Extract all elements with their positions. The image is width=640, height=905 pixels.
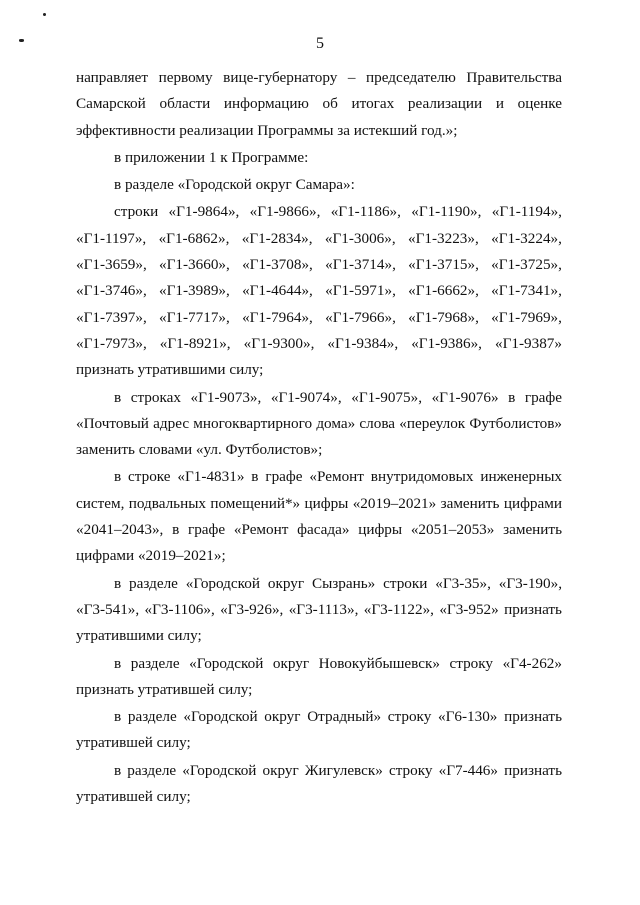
code-item: «Г1-3223», xyxy=(408,229,479,247)
document-body xyxy=(76,65,562,811)
code-item: «Г1-9387» xyxy=(494,334,562,352)
code-item: «Г1-7968», xyxy=(408,308,479,326)
code-item: «Г1-7341», xyxy=(491,282,562,300)
code-item: «Г1-9386», xyxy=(411,334,482,352)
code-item: «Г1-7973», xyxy=(76,334,147,352)
code-item: «Г1-3989», xyxy=(159,282,230,300)
code-item: «Г1-2834», xyxy=(241,229,313,247)
code-item: «Г1-3660», xyxy=(159,256,230,274)
code-item: «Г1-3708», xyxy=(242,256,313,274)
code-item: «Г1-7966», xyxy=(325,308,396,326)
code-item: «Г1-3659», xyxy=(76,256,147,274)
code-line xyxy=(76,199,562,225)
code-item: «Г1-7717», xyxy=(159,308,230,326)
code-item: «Г1-3715», xyxy=(408,256,479,274)
paragraph-section-zhigulevsk: в разделе «Городской округ Жигулевск» строку «Г7-446» признать утратившей силу; xyxy=(76,761,562,806)
paragraph-section-samara: в разделе «Городской округ Самара»: xyxy=(114,176,355,194)
paragraph-section-novokuibyshevsk: в разделе «Городской округ Новокуйбышевск» строку «Г4-262» признать утратившей силу; xyxy=(76,654,562,698)
code-line xyxy=(76,252,562,278)
code-item: «Г1-6862», xyxy=(158,229,230,247)
code-item: «Г1-7964», xyxy=(242,308,313,326)
code-line xyxy=(76,278,562,304)
code-item: «Г1-3224», xyxy=(491,229,562,247)
code-item: «Г1-3725», xyxy=(491,256,562,274)
code-item: «Г1-9300», xyxy=(243,334,315,352)
code-item: «Г1-8921», xyxy=(159,334,231,352)
code-list-block xyxy=(76,199,562,383)
code-item: «Г1-7397», xyxy=(76,308,147,326)
paragraph-address-change: в строках «Г1-9073», «Г1-9074», «Г1-9075», «Г1-9076» в графе «Почтовый адрес многоквартирного дома» слова «переулок Футболистов» заменить словами «ул. Футболистов»; xyxy=(76,388,562,459)
paragraph-report-info: направляет первому вице-губернатору – председателю Правительства Самарской области информацию об итогах реализации и оценке эффективности реализации Программы за истекший год.»; xyxy=(76,69,562,139)
paragraph-repair-dates: в строке «Г1-4831» в графе «Ремонт внутридомовых инженерных систем, подвальных помещений*» цифры «2019–2021» заменить цифрами «2041–2043», в графе «Ремонт фасада» цифры «2051–2053» заменить цифрами «2019–2021»; xyxy=(76,468,562,565)
paragraph-section-syzran: в разделе «Городской округ Сызрань» строки «Г3-35», «Г3-190», «Г3-541», «Г3-1106», «Г3-926», «Г3-1113», «Г3-1122», «Г3-952» признать утратившими силу; xyxy=(76,574,562,645)
code-item: «Г1-5971», xyxy=(325,282,396,300)
code-item: «Г1-9866», xyxy=(249,203,321,221)
page-number: 5 xyxy=(316,35,324,52)
code-line xyxy=(76,226,562,252)
code-item: «Г1-9864», xyxy=(168,203,240,221)
code-item: «Г1-3006», xyxy=(324,229,396,247)
code-item: «Г1-1197», xyxy=(76,229,147,247)
code-item: «Г1-3746», xyxy=(76,282,147,300)
paragraph-codes-void: признать утратившими силу; xyxy=(76,361,264,379)
paragraph-section-otradny: в разделе «Городской округ Отрадный» строку «Г6-130» признать утратившей силу; xyxy=(76,708,562,752)
code-item: «Г1-1186», xyxy=(330,203,401,221)
code-item: «Г1-1190», xyxy=(411,203,482,221)
paragraph-appendix: в приложении 1 к Программе: xyxy=(114,148,309,166)
code-item: «Г1-6662», xyxy=(408,282,479,300)
code-item: «Г1-9384», xyxy=(327,334,399,352)
code-line xyxy=(76,305,562,331)
code-item: «Г1-1194», xyxy=(491,203,562,221)
code-item: «Г1-4644», xyxy=(242,282,313,300)
code-item: строки xyxy=(114,203,159,221)
code-line xyxy=(76,331,562,357)
code-item: «Г1-7969», xyxy=(491,308,562,326)
scan-speck xyxy=(43,13,46,16)
code-item: «Г1-3714», xyxy=(325,256,396,274)
